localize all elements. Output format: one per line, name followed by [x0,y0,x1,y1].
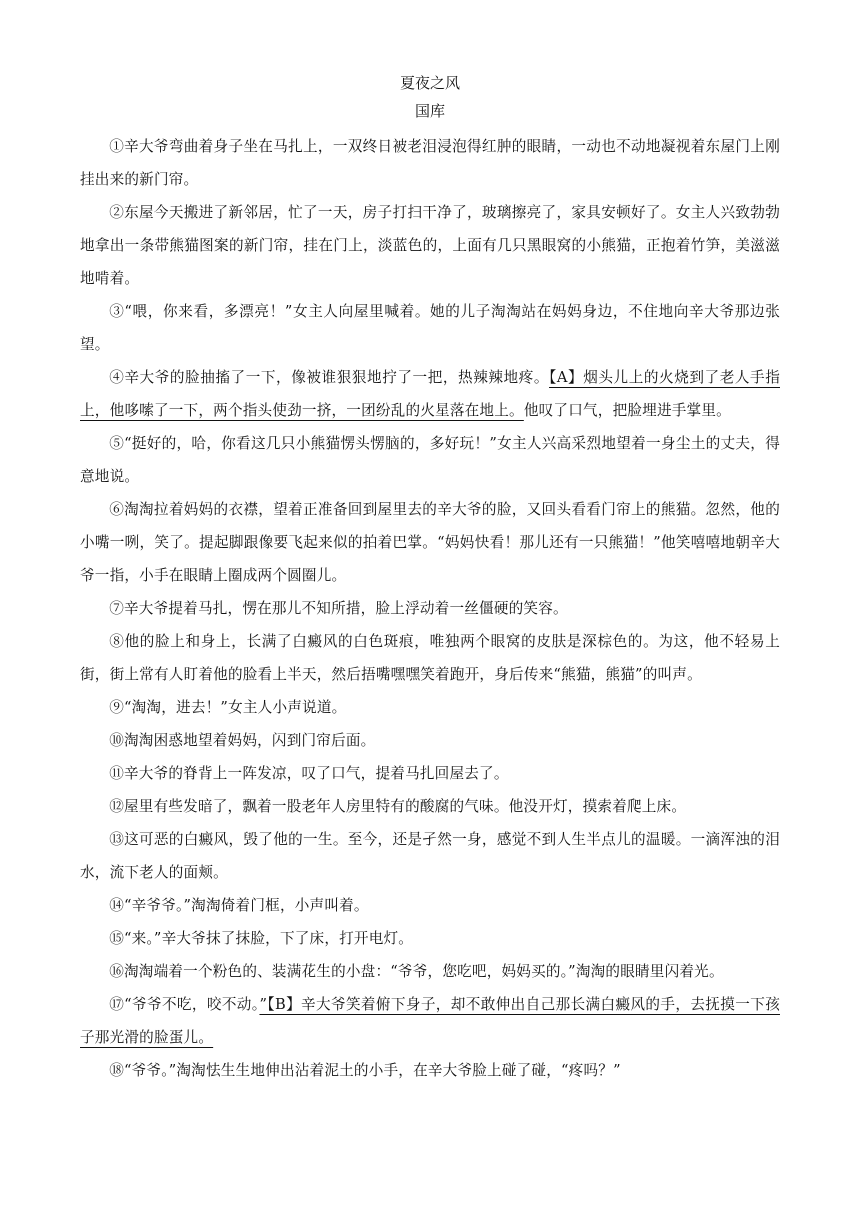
paragraph-7: ⑦辛大爷提着马扎，愣在那儿不知所措，脸上浮动着一丝僵硬的笑容。 [109,600,568,617]
paragraph-14: ⑭“辛爷爷。”淘淘倚着门框，小声叫着。 [109,897,369,914]
paragraph-5: ⑤“挺好的，哈，你看这几只小熊猫愣头愣脑的，多好玩！”女主人兴高采烈地望着一身尘土的丈夫，得意地说。 [80,435,780,485]
underlined-passage-b: ”【B】辛大爷笑着俯下身子，却不敢伸出自己那长满白癜风的手，去抚摸一下孩子那光滑的脸蛋儿。 [80,996,780,1046]
paragraph-6: ⑥淘淘拉着妈妈的衣襟，望着正准备回到屋里去的辛大爷的脸，又回头看看门帘上的熊猫。忽然，他的小嘴一咧，笑了。提起脚跟像要飞起来似的拍着巴掌。“妈妈快看！那儿还有一只熊猫！”他笑嘻嘻地朝辛大爷一指，小手在眼睛上圈成两个圆圈儿。 [80,501,780,584]
paragraph-8: ⑧他的脸上和身上，长满了白癜风的白色斑痕，唯独两个眼窝的皮肤是深棕色的。为这，他不轻易上街，街上常有人盯着他的脸看上半天，然后捂嘴嘿嘿笑着跑开，身后传来“熊猫，熊猫”的叫声。 [80,633,780,683]
paragraph-15: ⑮“来。”辛大爷抹了抹脸，下了床，打开电灯。 [109,930,414,947]
paragraph-9: ⑨“淘淘，进去！”女主人小声说道。 [109,699,347,716]
paragraph-13: ⑬这可恶的白癜风，毁了他的一生。至今，还是孑然一身，感觉不到人生半点儿的温暖。一滴浑浊的泪水，流下老人的面颊。 [80,831,780,881]
paragraph-1: ①辛大爷弯曲着身子坐在马扎上，一双终日被老泪浸泡得红肿的眼睛，一动也不动地凝视着东屋门上刚挂出来的新门帘。 [80,138,780,188]
document-page [80,70,780,1087]
article-body [80,130,780,1087]
underlined-passage-a: 【A】烟头儿上的火烧到了老人手指上，他哆嗦了一下，两个指头使劲一挤，一团纷乱的火星落在地上。 [80,369,780,419]
paragraph-10: ⑩淘淘困惑地望着妈妈，闪到门帘后面。 [109,732,376,749]
paragraph-17: ⑰“爷爷不吃，咬不动。”【B】辛大爷笑着俯下身子，却不敢伸出自己那长满白癜风的手，去抚摸一下孩子那光滑的脸蛋儿。 [80,996,780,1046]
author-name: 国库 [414,102,445,120]
paragraph-16: ⑯淘淘端着一个粉色的、装满花生的小盘：“爷爷，您吃吧，妈妈买的。”淘淘的眼睛里闪着光。 [109,963,724,980]
paragraph-4: ④辛大爷的脸抽搐了一下，像被谁狠狠地拧了一把，热辣辣地疼。【A】烟头儿上的火烧到了老人手指上，他哆嗦了一下，两个指头使劲一挤，一团纷乱的火星落在地上。他叹了口气，把脸埋进手掌里。 [80,369,780,419]
page-title: 夏夜之风 [399,74,460,92]
paragraph-12: ⑫屋里有些发暗了，飘着一股老年人房里特有的酸腐的气味。他没开灯，摸索着爬上床。 [109,798,687,815]
paragraph-11: ⑪辛大爷的脊背上一阵发凉，叹了口气，提着马扎回屋去了。 [109,765,509,782]
paragraph-3: ③“喂，你来看，多漂亮！”女主人向屋里喊着。她的儿子淘淘站在妈妈身边，不住地向辛大爷那边张望。 [80,303,780,353]
paragraph-18: ⑱“爷爷。”淘淘怯生生地伸出沾着泥土的小手，在辛大爷脸上碰了碰，“疼吗？” [109,1062,621,1079]
paragraph-2: ②东屋今天搬进了新邻居，忙了一天，房子打扫干净了，玻璃擦亮了，家具安顿好了。女主人兴致勃勃地拿出一条带熊猫图案的新门帘，挂在门上，淡蓝色的，上面有几只黑眼窝的小熊猫，正抱着竹笋，美滋滋地啃着。 [80,204,780,287]
